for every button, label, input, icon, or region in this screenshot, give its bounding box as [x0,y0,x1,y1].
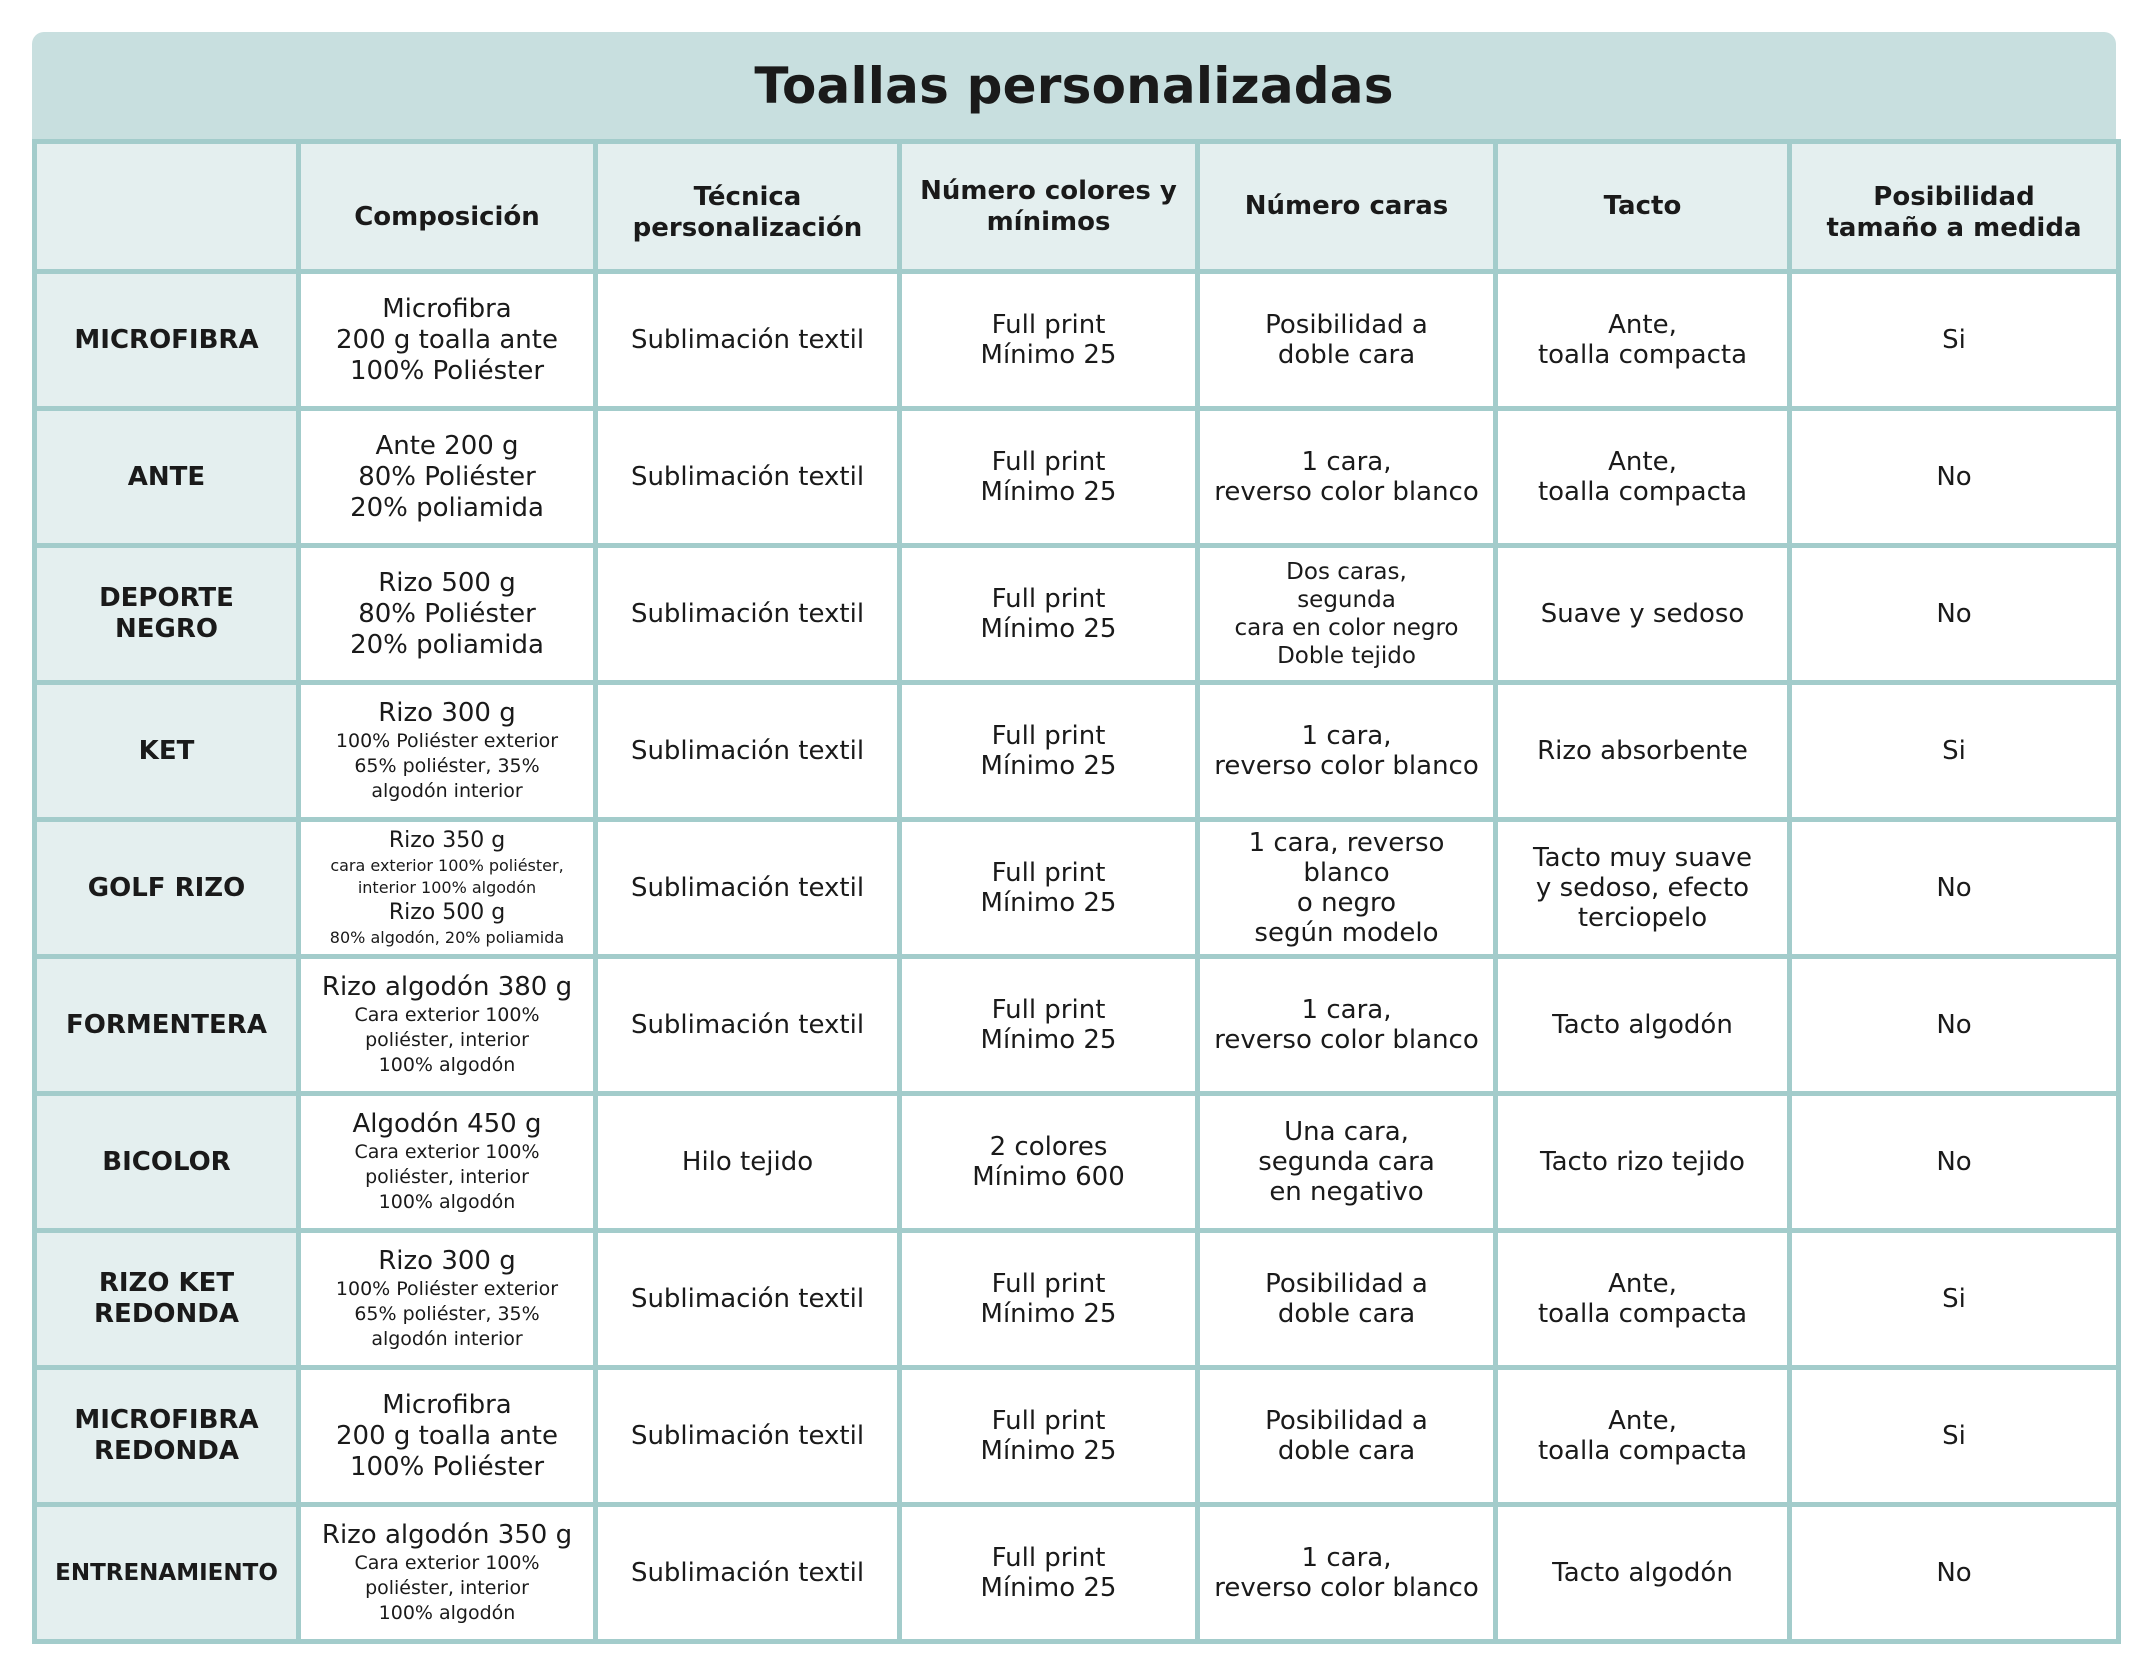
header-row [35,142,2119,272]
colores-cell: Full print Mínimo 25 [900,683,1198,820]
medida-cell: Si [1790,272,2119,409]
composicion-main: Rizo 500 g 80% Poliéster 20% poliamida [350,567,544,660]
composicion-cell [299,1231,596,1368]
page-title: Toallas personalizadas [754,56,1394,115]
caras-cell: 1 cara, reverso color blanco [1198,1505,1496,1642]
caras-cell: 1 cara, reverso color blanco [1198,683,1496,820]
tacto-cell: Ante, toalla compacta [1496,409,1790,546]
tecnica-cell: Sublimación textil [596,272,900,409]
row-name: FORMENTERA [35,957,299,1094]
colores-cell: Full print Mínimo 25 [900,957,1198,1094]
table-row [35,1094,2119,1231]
header-colores: Número colores y mínimos [900,142,1198,272]
tecnica-cell: Sublimación textil [596,546,900,683]
header-tecnica: Técnica personalización [596,142,900,272]
tacto-cell: Ante, toalla compacta [1496,1368,1790,1505]
medida-cell: No [1790,1505,2119,1642]
table-row [35,409,2119,546]
towels-sheet [32,32,2116,1632]
tecnica-cell: Hilo tejido [596,1094,900,1231]
caras-cell: 1 cara, reverso color blanco [1198,409,1496,546]
composicion-main: Ante 200 g 80% Poliéster 20% poliamida [350,430,544,523]
tecnica-cell: Sublimación textil [596,683,900,820]
composicion-cell [299,409,596,546]
caras-cell: Posibilidad a doble cara [1198,272,1496,409]
composicion-cell [299,272,596,409]
row-name: KET [35,683,299,820]
colores-cell: Full print Mínimo 25 [900,409,1198,546]
composicion-main: Microfibra 200 g toalla ante 100% Poliéster [336,1389,558,1482]
table-row [35,683,2119,820]
tacto-cell: Ante, toalla compacta [1496,1231,1790,1368]
composicion-main: Microfibra 200 g toalla ante 100% Poliéster [336,293,558,386]
colores-cell: Full print Mínimo 25 [900,820,1198,957]
row-name: GOLF RIZO [35,820,299,957]
tecnica-cell: Sublimación textil [596,409,900,546]
caras-cell: Posibilidad a doble cara [1198,1231,1496,1368]
composicion-main-2: Rizo 500 g [388,900,506,925]
tacto-cell: Rizo absorbente [1496,683,1790,820]
colores-cell: Full print Mínimo 25 [900,272,1198,409]
medida-cell: Si [1790,683,2119,820]
composicion-cell [299,1094,596,1231]
row-name: MICROFIBRA [35,272,299,409]
caras-cell: Dos caras, segunda cara en color negro Doble tejido [1198,546,1496,683]
tecnica-cell: Sublimación textil [596,1368,900,1505]
header-blank [35,142,299,272]
colores-cell: 2 colores Mínimo 600 [900,1094,1198,1231]
tecnica-cell: Sublimación textil [596,820,900,957]
composicion-cell [299,957,596,1094]
caras-cell: Posibilidad a doble cara [1198,1368,1496,1505]
tecnica-cell: Sublimación textil [596,1231,900,1368]
colores-cell: Full print Mínimo 25 [900,1505,1198,1642]
composicion-main: Rizo algodón 380 g [321,972,573,1002]
header-medida: Posibilidad tamaño a medida [1790,142,2119,272]
medida-cell: No [1790,1094,2119,1231]
colores-cell: Full print Mínimo 25 [900,546,1198,683]
header-caras: Número caras [1198,142,1496,272]
composicion-main: Rizo 350 g [388,828,506,853]
medida-cell: Si [1790,1368,2119,1505]
tecnica-cell: Sublimación textil [596,1505,900,1642]
composicion-main: Rizo 300 g [378,698,516,728]
tacto-cell: Ante, toalla compacta [1496,272,1790,409]
medida-cell: No [1790,957,2119,1094]
table-row [35,820,2119,957]
medida-cell: No [1790,409,2119,546]
table-row [35,1505,2119,1642]
towels-table [32,139,2121,1644]
medida-cell: No [1790,546,2119,683]
tacto-cell: Tacto rizo tejido [1496,1094,1790,1231]
tacto-cell: Tacto algodón [1496,957,1790,1094]
table-row [35,546,2119,683]
row-name: BICOLOR [35,1094,299,1231]
composicion-detail: Cara exterior 100% poliéster, interior 100% algodón [354,1552,540,1624]
composicion-main: Rizo 300 g [378,1246,516,1276]
medida-cell: Si [1790,1231,2119,1368]
composicion-detail: Cara exterior 100% poliéster, interior 100% algodón [354,1004,540,1076]
composicion-cell [299,683,596,820]
medida-cell: No [1790,820,2119,957]
row-name: RIZO KET REDONDA [35,1231,299,1368]
tecnica-cell: Sublimación textil [596,957,900,1094]
table-row [35,1368,2119,1505]
composicion-cell [299,1505,596,1642]
composicion-cell [299,1368,596,1505]
composicion-detail: 100% Poliéster exterior 65% poliéster, 35% algodón interior [335,730,559,802]
row-name: ENTRENAMIENTO [35,1505,299,1642]
composicion-main: Algodón 450 g [352,1109,542,1139]
composicion-detail: Cara exterior 100% poliéster, interior 100% algodón [354,1141,540,1213]
title-bar [32,32,2116,139]
composicion-cell [299,820,596,957]
header-composicion: Composición [299,142,596,272]
row-name: DEPORTE NEGRO [35,546,299,683]
composicion-cell [299,546,596,683]
row-name: ANTE [35,409,299,546]
tacto-cell: Suave y sedoso [1496,546,1790,683]
tacto-cell: Tacto muy suave y sedoso, efecto terciopelo [1496,820,1790,957]
table-row [35,272,2119,409]
caras-cell: Una cara, segunda cara en negativo [1198,1094,1496,1231]
caras-cell: 1 cara, reverso color blanco [1198,957,1496,1094]
table-row [35,957,2119,1094]
composicion-main: Rizo algodón 350 g [321,1520,573,1550]
colores-cell: Full print Mínimo 25 [900,1368,1198,1505]
table-row [35,1231,2119,1368]
composicion-detail: 100% Poliéster exterior 65% poliéster, 35% algodón interior [335,1278,559,1350]
composicion-detail-2: 80% algodón, 20% poliamida [329,928,565,947]
colores-cell: Full print Mínimo 25 [900,1231,1198,1368]
composicion-detail: cara exterior 100% poliéster, interior 100% algodón [330,856,564,897]
caras-cell: 1 cara, reverso blanco o negro según modelo [1198,820,1496,957]
row-name: MICROFIBRA REDONDA [35,1368,299,1505]
header-tacto: Tacto [1496,142,1790,272]
tacto-cell: Tacto algodón [1496,1505,1790,1642]
